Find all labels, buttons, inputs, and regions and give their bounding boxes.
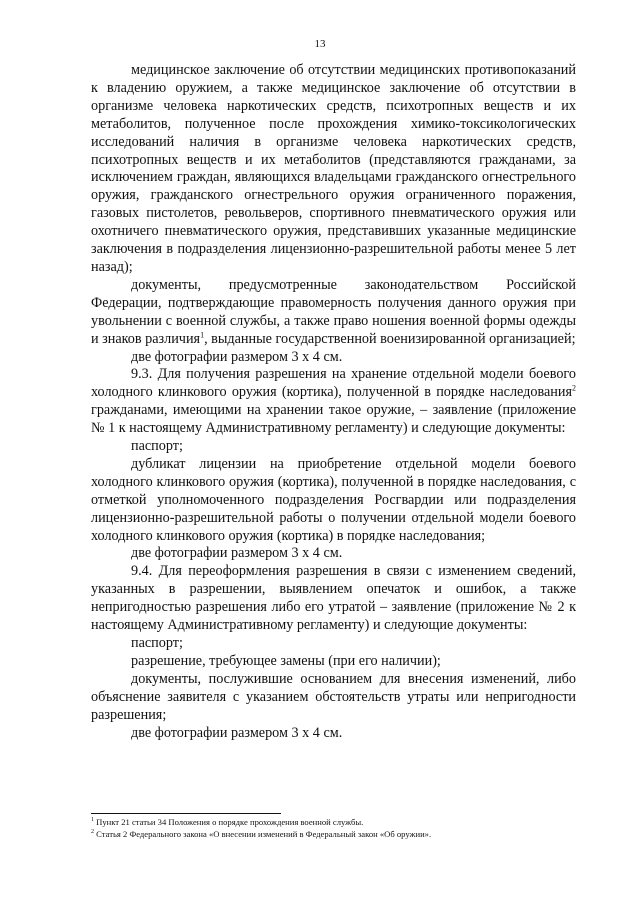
paragraph [91, 277, 576, 349]
footnotes [91, 817, 576, 840]
paragraph [91, 366, 576, 438]
footnote-text: Пункт 21 статьи 34 Положения о порядке прохождения военной службы. [94, 817, 364, 827]
footnote-separator [91, 813, 281, 814]
footnote-mark: 1 [91, 817, 94, 824]
footnote-text: Статья 2 Федерального закона «О внесении изменений в Федеральный закон «Об оружии». [94, 828, 432, 839]
footnote [91, 817, 576, 829]
paragraph: две фотографии размером 3 х 4 см. [131, 545, 343, 562]
paragraph: дубликат лицензии на приобретение отдельной модели боевого холодного клинкового оружия (кортика), полученной в порядке наследования, с отметкой уполномоченного подразделения Росгвардии или подразделения лицензионно-разрешительной работы о получении отдельной модели боевого холодного клинкового оружия (кортика) в порядке наследования; [91, 455, 576, 544]
paragraph: документы, послужившие основанием для внесения изменений, либо объяснение заявителя с указанием обстоятельств утраты или непригодности разрешения; [91, 670, 576, 723]
page-number: 13 [314, 38, 326, 50]
paragraph-text: , выданные государственной военизированной организацией; [204, 330, 576, 347]
footnote-reference: 2 [572, 383, 576, 393]
paragraph-text: 9.3. Для получения разрешения на хранение отдельной модели боевого холодного клинкового оружия (кортика), полученной в порядке наследования [91, 366, 576, 401]
paragraph: две фотографии размером 3 х 4 см. [131, 348, 343, 365]
paragraph: 9.4. Для переоформления разрешения в связи с изменением сведений, указанных в разрешении, выявлением опечаток и ошибок, а также непригодностью разрешения либо его утратой – заявление (приложение № 2 к настоящему Административному регламенту) и следующие документы: [91, 563, 576, 634]
paragraph: медицинское заключение об отсутствии медицинских противопоказаний к владению оружием, а также медицинское заключение об отсутствии в организме человека наркотических средств, психотропных веществ и их метаболитов, полученное после прохождения химико-токсикологических исследований наличия в организме человека наркотических средств, психотропных веществ и их метаболитов (представляются гражданами, за исключением граждан, являющихся владельцами гражданского огнестрельного оружия, гражданского огнестрельного оружия ограниченного поражения, газовых пистолетов, револьверов, спортивного пневматического оружия или охотничего пневматического оружия, представивших указанные медицинские заключения в подразделения лицензионно-разрешительной работы менее 5 лет назад); [91, 62, 576, 275]
document-body [91, 62, 576, 742]
paragraph: паспорт; [131, 635, 183, 651]
paragraph: разрешение, требующее замены (при его наличии); [131, 652, 441, 669]
paragraph-text: документы, предусмотренные законодательством Российской Федерации, подтверждающие правомерность получения данного оружия при увольнении с военной службы, а также право ношения военной формы одежды и знаков различия [91, 276, 576, 347]
paragraph: две фотографии размером 3 х 4 см. [131, 724, 343, 741]
footnote [91, 829, 576, 841]
footnote-reference: 1 [200, 329, 205, 339]
footnote-mark: 2 [91, 828, 94, 835]
paragraph: паспорт; [131, 438, 183, 455]
paragraph-text: гражданами, имеющими на хранении такое оружие, – заявление (приложение № 1 к настоящему Административному регламенту) и следующие документы: [91, 402, 576, 437]
